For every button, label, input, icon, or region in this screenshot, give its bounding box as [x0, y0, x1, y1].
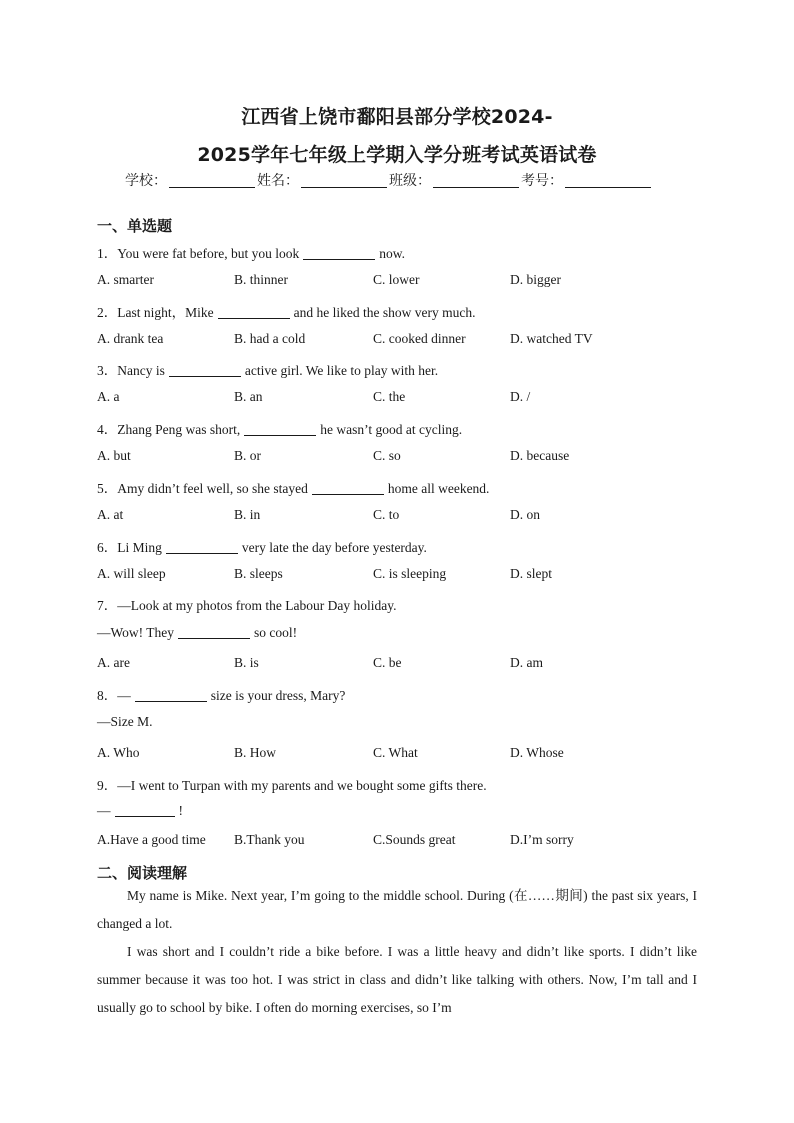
section-2-title: 二、阅读理解: [97, 864, 188, 882]
exam-title-line-1: 江西省上饶市鄱阳县部分学校2024-: [241, 106, 553, 128]
option-c[interactable]: C. be: [373, 655, 402, 670]
exam-no-label: 考号：: [521, 173, 563, 189]
answer-blank[interactable]: [303, 247, 375, 260]
question-1: 1．You were fat before, but you look now.: [97, 246, 405, 261]
name-label: 姓名：: [257, 173, 299, 189]
name-field[interactable]: [301, 173, 387, 188]
option-b[interactable]: B. sleeps: [234, 566, 283, 581]
exam-title-line-2: 2025学年七年级上学期入学分班考试英语试卷: [197, 144, 597, 166]
exam-no-field[interactable]: [565, 173, 651, 188]
question-9: 9．—I went to Turpan with my parents and we bought some gifts there.: [97, 778, 487, 793]
option-a[interactable]: A. smarter: [97, 272, 154, 287]
answer-blank[interactable]: [169, 364, 241, 377]
option-a[interactable]: A. but: [97, 448, 131, 463]
class-label: 班级：: [389, 173, 431, 189]
option-c[interactable]: C. What: [373, 745, 418, 760]
option-a[interactable]: A. are: [97, 655, 130, 670]
question-4: 4．Zhang Peng was short, he wasn’t good at cycling.: [97, 422, 463, 437]
question-2: 2．Last night，Mike and he liked the show very much.: [97, 305, 476, 320]
option-b[interactable]: B. is: [234, 655, 259, 670]
class-field[interactable]: [433, 173, 519, 188]
student-info-row: [125, 170, 653, 190]
option-b[interactable]: B.Thank you: [234, 832, 305, 847]
option-d[interactable]: D. because: [510, 448, 570, 463]
option-a[interactable]: A. Who: [97, 745, 140, 760]
option-d[interactable]: D. Whose: [510, 745, 564, 760]
question-7-reply: —Wow! They so cool!: [97, 625, 298, 640]
option-c[interactable]: C. the: [373, 389, 406, 404]
option-b[interactable]: B. thinner: [234, 272, 288, 287]
option-c[interactable]: C. so: [373, 448, 401, 463]
option-d[interactable]: D. am: [510, 655, 543, 670]
option-c[interactable]: C. to: [373, 507, 400, 522]
option-c[interactable]: C. lower: [373, 272, 420, 287]
option-d[interactable]: D. slept: [510, 566, 552, 581]
option-a[interactable]: A.Have a good time: [97, 832, 206, 847]
option-a[interactable]: A. a: [97, 389, 120, 404]
option-d[interactable]: D. bigger: [510, 272, 561, 287]
question-7: 7．—Look at my photos from the Labour Day holiday.: [97, 598, 397, 613]
option-d[interactable]: D.I’m sorry: [510, 832, 574, 847]
section-1-title: 一、单选题: [97, 217, 173, 235]
reading-paragraph-2: I was short and I couldn’t ride a bike before. I was a little heavy and didn’t like sports. I didn’t like summer because it was too hot. I was strict in class and didn’t like talking with others. Now, I’m tall and I usually go to school by bike. I often do morning exercises, so I’m: [97, 944, 697, 1015]
question-6: 6．Li Ming very late the day before yesterday.: [97, 540, 427, 555]
answer-blank[interactable]: [115, 804, 175, 817]
answer-blank[interactable]: [166, 541, 238, 554]
option-d[interactable]: D. watched TV: [510, 331, 593, 346]
answer-blank[interactable]: [135, 689, 207, 702]
answer-blank[interactable]: [178, 626, 250, 639]
question-9-reply: — !: [97, 803, 183, 818]
school-label: 学校：: [125, 173, 167, 189]
option-a[interactable]: A. drank tea: [97, 331, 164, 346]
option-c[interactable]: C.Sounds great: [373, 832, 456, 847]
reading-paragraph-1: My name is Mike. Next year, I’m going to the middle school. During (在……期间) the past six years, I changed a lot.: [97, 888, 697, 931]
option-b[interactable]: B. or: [234, 448, 261, 463]
question-5: 5．Amy didn’t feel well, so she stayed home all weekend.: [97, 481, 490, 496]
question-3: 3．Nancy is active girl. We like to play with her.: [97, 363, 439, 378]
answer-blank[interactable]: [218, 306, 290, 319]
option-a[interactable]: A. at: [97, 507, 124, 522]
option-b[interactable]: B. How: [234, 745, 277, 760]
option-d[interactable]: D. /: [510, 389, 531, 404]
school-field[interactable]: [169, 173, 255, 188]
question-8-reply: —Size M.: [97, 714, 153, 729]
option-d[interactable]: D. on: [510, 507, 540, 522]
option-c[interactable]: C. is sleeping: [373, 566, 447, 581]
option-a[interactable]: A. will sleep: [97, 566, 166, 581]
option-b[interactable]: B. had a cold: [234, 331, 306, 346]
option-c[interactable]: C. cooked dinner: [373, 331, 466, 346]
answer-blank[interactable]: [244, 423, 316, 436]
question-8: 8．— size is your dress, Mary?: [97, 688, 346, 703]
option-b[interactable]: B. an: [234, 389, 263, 404]
option-b[interactable]: B. in: [234, 507, 261, 522]
answer-blank[interactable]: [312, 482, 384, 495]
